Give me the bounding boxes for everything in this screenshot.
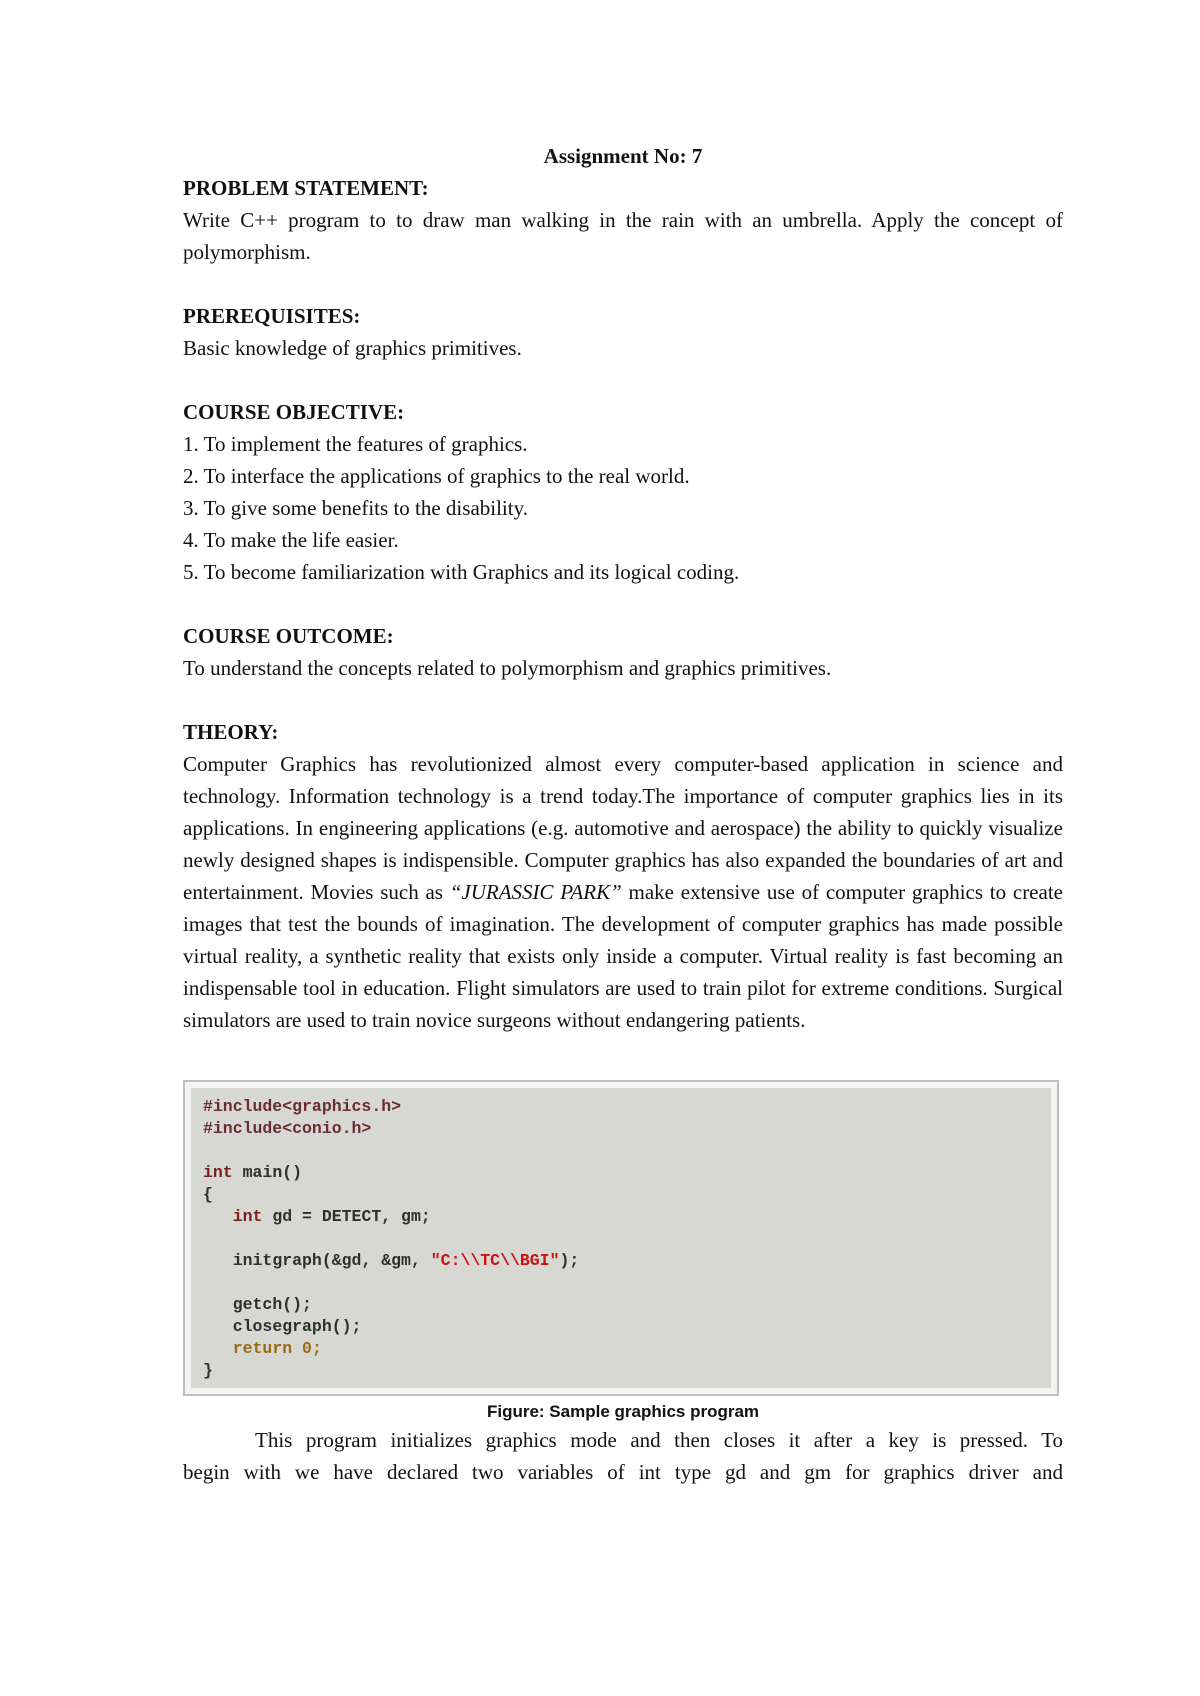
- code-keyword: return: [232, 1339, 293, 1358]
- theory-heading: THEORY:: [183, 720, 279, 744]
- problem-statement-text: Write C++ program to to draw man walking in the rain with an umbrella. Apply the concept of polymorphism.: [183, 208, 1063, 264]
- spacer: [183, 268, 1063, 300]
- code-line: {: [203, 1185, 213, 1204]
- code-line: closegraph();: [232, 1317, 362, 1336]
- theory-text-part-2: make extensive use of computer graphics to create images that test the bounds of imagination. The development of computer graphics has made possible virtual reality, a synthetic reality that exists only inside a computer. Virtual reality is fast becoming an indispensable tool in education. Flight simulators are used to train pilot for extreme conditions. Surgical simulators are used to train novice surgeons without endangering patients.: [183, 880, 1063, 1032]
- theory-text-part-1: Computer Graphics has revolutionized almost every computer-based application in science and technology. Information technology is a trend today.The importance of computer graphics lies in its applications. In engineering applications (e.g. automotive and aerospace) the ability to quickly visualize newly designed shapes is indispensible. Computer graphics has also expanded the boundaries of art and entertainment. Movies such as: [183, 752, 1063, 904]
- code-line: #include<graphics.h>: [203, 1097, 402, 1116]
- list-item: 4. To make the life easier.: [183, 528, 399, 552]
- list-item: 3. To give some benefits to the disability.: [183, 496, 528, 520]
- list-item: 1. To implement the features of graphics.: [183, 432, 528, 456]
- prerequisites-text: Basic knowledge of graphics primitives.: [183, 336, 522, 360]
- code-figure: [183, 1080, 1059, 1396]
- course-outcome-heading: COURSE OUTCOME:: [183, 624, 394, 648]
- code-keyword: int: [232, 1207, 263, 1226]
- code-line: main(): [232, 1163, 303, 1182]
- code-block: [191, 1088, 1051, 1388]
- assignment-title: Assignment No: 7: [543, 144, 703, 168]
- theory-movie-title: “JURASSIC PARK”: [449, 880, 622, 904]
- spacer: [183, 364, 1063, 396]
- spacer: [183, 684, 1063, 716]
- after-figure-line: begin with we have declared two variables of int type gd and gm for graphics driver and: [183, 1460, 1063, 1484]
- code-line: );: [559, 1251, 580, 1270]
- code-line: gd = DETECT, gm;: [262, 1207, 431, 1226]
- course-objective-list: [183, 428, 1063, 588]
- code-line: }: [203, 1361, 213, 1380]
- code-line: getch();: [232, 1295, 312, 1314]
- code-string: "C:\\TC\\BGI": [430, 1251, 560, 1270]
- problem-statement-heading: PROBLEM STATEMENT:: [183, 176, 429, 200]
- course-objective-heading: COURSE OBJECTIVE:: [183, 400, 405, 424]
- code-line: initgraph(&gd, &gm,: [232, 1251, 431, 1270]
- after-figure-line: This program initializes graphics mode and then closes it after a key is pressed. To: [255, 1428, 1063, 1452]
- spacer: [183, 588, 1063, 620]
- code-line: #include<conio.h>: [203, 1119, 372, 1138]
- document-page: [183, 140, 1063, 1488]
- theory-body: [183, 748, 1063, 1036]
- figure-caption: Figure: Sample graphics program: [486, 1402, 760, 1421]
- list-item: 5. To become familiarization with Graphics and its logical coding.: [183, 560, 740, 584]
- code-keyword: int: [203, 1163, 233, 1182]
- theory-paragraph: [183, 748, 1063, 1036]
- list-item: 2. To interface the applications of graphics to the real world.: [183, 464, 690, 488]
- code-line: 0;: [292, 1339, 322, 1358]
- course-outcome-text: To understand the concepts related to polymorphism and graphics primitives.: [183, 656, 832, 680]
- prerequisites-heading: PREREQUISITES:: [183, 304, 361, 328]
- after-figure-text: [183, 1424, 1063, 1488]
